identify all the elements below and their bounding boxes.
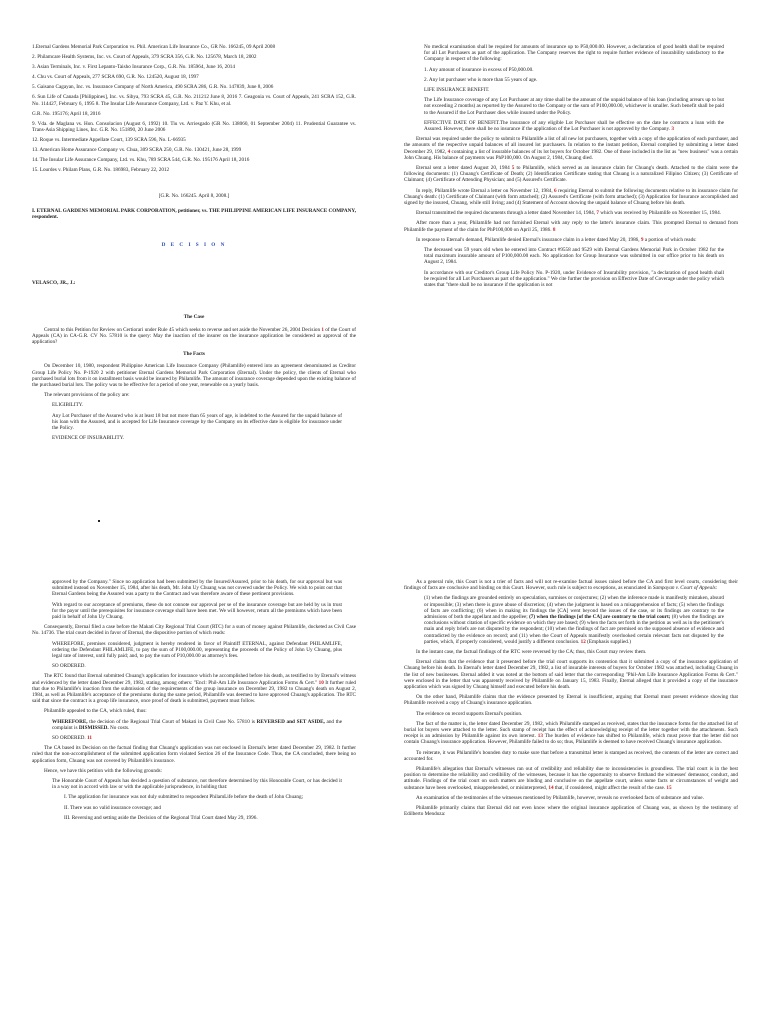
reference-item: 5. Gaisano Cagayan, Inc. vs. Insurance Company of North America, 490 SCRA 286, G.R. No. 147839, June 8, 2006 [32,84,274,91]
life-heading: LIFE INSURANCE BENEFIT. [424,87,490,94]
footnote-ref[interactable]: 11 [87,735,92,742]
ground-item: III. Reversing and setting aside the Decision of the Regional Trial Court dated May 29, 1996. [64,814,258,821]
text-run: the decision of the Regional Trial Court of Makati in Civil Case No. 57810 is [89,718,255,725]
body-paragraph: The evidence on record supports Eternal's position. [416,710,523,717]
text-run: Eternal was required under the policy to submit to Philamlife a list of all new lot purchasers, together with a copy of the application of each purchaser, and the amounts of the respective unpaid balances of all insured lot purchasers. In relation to the instant petition, Eternal complied by submitting a letter dated December 29, 1982, [404,136,738,155]
text-run: (7) when the findings [of the CA] are contrary to the trial court; [529,614,671,621]
reference-item: G.R. No. 195176; April 18, 2016 [32,110,101,117]
footnote-ref[interactable]: 3 [671,126,674,133]
body-paragraph: On the other hand, Philamlife claims that the evidence presented by Eternal is insufficient, arguing that Eternal must present evidence showing that Philamlife received a copy of Chuang's insurance application. [404,694,738,707]
footnote-ref[interactable]: 9 [640,236,644,243]
footnote-ref[interactable]: 8 [552,226,556,233]
body-paragraph [32,673,356,704]
quoted-letter: The deceased was 59 years old when he entered into Contract #9558 and 9529 with Eternal Gardens Memorial Park in October 1982 for the total maximum insurable amount of P100,000.00 each. No application for Group Insurance was submitted in our office prior to his death on August 2, 1984. [424,247,724,266]
text-run: Eternal transmitted the required documents through a letter dated November 14, 1984, [416,210,596,217]
text-run: to Philamlife, which served as an insurance claim for Chuang's death. Attached to the claim were the following documents: (1) Chuang's Certificate of Death; (2) Identification Certificate stating that Chuang is a naturalized Filipino Citizen; (3) Certificate of Claimant; (4) Certificate of Attending Physician; and (5) Assured's Certificate. [404,165,739,184]
facts-paragraph: The relevant provisions of the policy are: [44,392,130,399]
reference-item: 3. Asian Terminals, Inc. v. First Lepanto-Taisho Insurance Corp., G.R. No. 185964, June 16, 2014 [32,64,235,71]
text-run: of the Court of Appeals (CA) in CA-G.R. CV No. 57810 is the query: May the inaction of the insurer on the insurance application be considered as approval of the application? [32,326,357,345]
body-paragraph: Hence, we have this petition with the following grounds: [44,767,162,774]
facts-heading: The Facts [183,351,205,358]
page1-left-column [32,44,356,445]
text-run: After more than a year, Philamlife had not furnished Eternal with any reply to the latter's insurance claim. This prompted Eternal to demand from Philamlife the payment of the claim for PhP100,000 on April 25, 1986. [404,220,738,233]
reference-item: 12. Roque vs. Intermediate Appellate Court, 139 SCRA 596, No. L-66935 [32,136,186,143]
body-paragraph: In the instant case, the factual findings of the RTC were reversed by the CA; thus, this Court may review them. [416,649,647,656]
decision-heading: D E C I S I O N [161,241,227,248]
footnote-ref[interactable]: 14 [548,784,554,791]
reference-item: 15. Lourdes v. Philam Plans, G.R. No. 186983, February 22, 2012 [32,167,170,174]
text-run: EFFECTIVE DATE OF BENEFIT.The insurance of any eligible Lot Purchaser shall be effective on the date he contracts a loan with the Assured. However, there shall be no insurance if the application of the Lot Purchaser is not approved by the Company. [424,119,724,133]
text-run: which was received by Philamlife on November 15, 1984. [600,210,721,217]
document-page-2 [0,563,768,1024]
quoted-letter: approved by the Company." Since no application had been submitted by the Insured/Assured, prior to his death, for our approval but was submitted instead on November 15, 1984, after his death, Mr. John Uy Chuang was not covered under the Policy. We wish to point out that Eternal Gardens being the Assured was a party to the Contract and was therefore aware of these pertinent provisions. [52,579,342,598]
body-paragraph: The CA based its Decision on the factual finding that Chuang's application was not enclosed in Eternal's letter dated December 29, 1982. It further ruled that the non-accomplishment of the submitted application form violated Section 26 of the Insurance Code. Thus, the CA concluded, there being no application form, Chuang was not covered by Philamlife's insurance. [32,745,356,764]
text-run: WHEREFORE, [52,718,88,725]
ca-ruling [52,719,342,731]
text-run: In reply, Philamlife wrote Eternal a letter on November 12, 1984, [416,187,553,194]
text-run: DISMISSED. [78,724,109,731]
text-run: No costs. [109,724,130,731]
body-paragraph: Consequently, Eternal filed a case before the Makati City Regional Trial Court (RTC) for a sum of money against Philamlife, docketed as Civil Case No. 14736. The trial court decided in favor of Eternal, the dispositive portion of which reads: [32,624,356,637]
case-citation: Sampayan v. Court of Appeals: [652,585,718,592]
text-run: (8) when the findings are conclusions without citation of specific evidence on which they are based; (9) when the facts set forth in the petition as well as in the petitioner's main and reply briefs are not disputed by the respondent; (10) when the findings of fact are premised on the supposed absence of evidence and contradicted by the evidence on record; and (11) when the Court of Appeals manifestly overlooked certain relevant facts not disputed by the parties, which, if properly considered, would justify a different conclusion. [424,614,725,645]
text-run: (Emphasis supplied.) [587,638,631,645]
reference-item: 6. Sun Life of Canada [Philippines], Inc. vs. Sibya, 793 SCRA 45, G.R. No. 211212 June 8, 2016 7. Geagonia vs. Court of Appeals, 241 SCRA 152, G.R. No. 114427, February 6, 1995 8. The Insular Life Assurance Company, Ltd. v. Paz Y. Khu, et al. [32,94,356,107]
text-run: It further ruled that due to Philamlife's inaction from the submission of the requirements of the group insurance on December 29, 1982 to Chuang's death on August 2, 1984, as well as Philamlife's acceptance of the premiums during the same period, Philamlife was deemed to have approved Chuang's application. The RTC said that since the contract is a group life insurance, once proof of death is submitted, payment must follow. [32,679,357,705]
page1-right-column [404,44,738,292]
page2-left-column [32,579,356,825]
quoted-provision: No medical examination shall be required for amounts of insurance up to P50,000.00. However, a declaration of good health shall be required for all Lot Purchasers as part of the application. The Company reserves the right to require further evidence of insurability satisfactory to the Company in respect of the following: [424,44,724,63]
page-gap [0,522,768,563]
footnote-ref[interactable]: 7 [596,210,599,217]
footnote-ref[interactable]: 5 [511,165,515,172]
ground-item: I. The application for insurance was not duly submitted to respondent PhilamLife before the death of John Chuang; [64,794,304,801]
footnote-ref[interactable]: 1 [321,326,324,333]
text-run: As a general rule, this Court is not a trier of facts and will not re-examine factual issues raised before the CA and first level courts, considering their findings of facts are conclusive and binding on this Court. However, such rule is subject to exceptions, as enunciated in [404,579,738,592]
footnote-ref[interactable]: 4 [447,148,451,155]
footnote-ref[interactable]: 12 [580,638,586,645]
footnote-ref[interactable]: 15 [666,784,672,791]
body-paragraph: Eternal claims that the evidence that it presented before the trial court supports its contention that it submitted a copy of the insurance application of Chuang before his death. In Eternal's letter dated December 29, 1982, a list of insurable interests of buyers for October 1982 was attached, including Chuang in the list of new businesses. Eternal added it was noted at the bottom of said letter that the corresponding "Phil-Am Life Insurance Application Forms & Cert." were enclosed in the letter that was apparently received by Philamlife on January 15, 1983. Finally, Eternal alleged that it provided a copy of the insurance application which was signed by Chuang himself and executed before his death. [404,659,738,691]
text-run: In response to Eternal's demand, Philamlife denied Eternal's insurance claim in a letter dated May 20, 1986, [416,236,640,243]
case-paragraph [32,327,356,346]
text-run: The fact of the matter is, the letter dated December 29, 1982, which Philamlife stamped as received, states that the insurance forms for the attached list of burial lot buyers were attached to the letter. Such stamp of receipt has the effect of acknowledging receipt of the letter together with the attachments. Such receipt is an admission by Philamlife against its own interest. [404,720,738,740]
grounds-intro: The Honorable Court of Appeals has decided a question of substance, not therefore determined by this Honorable Court, or has decided it in a way not in accord with law or with the applicable jurisprudence, in holding that: [52,778,342,791]
quoted-letter: With regard to our acceptance of premiums, these do not connote our approval per se of the insurance coverage but are held by us in trust for the payor until the prerequisites for insurance coverage shall have been met. We will however, return all the premiums which have been paid in behalf of John Uy Chuang. [52,601,342,621]
text-run: containing a list of insurable balances of its lot buyers for October 1982. One of those included in the list as "new business" was a certain John Chuang. His balance of payments was PhP100,000. On August 2, 1984, Chuang died. [404,148,739,161]
eligibility-heading: ELIGIBILITY. [52,402,84,409]
reference-item: 9. Vda. de Maglana vs. Hon. Consolacion (August 6, 1992) 10. Tiu vs. Arriesgado (GR No. 138060, 01 September 2004) 11. Prudential Guarantee vs. Trans-Asia Shipping Lines, Inc. G.R. No. 151890, 20 June 2006 [32,120,356,133]
quoted-provision: 2. Any lot purchaser who is more than 55 years of age. [424,76,538,83]
so-ordered: SO ORDERED. [52,663,86,670]
body-paragraph: Philamlife appealed to the CA, which ruled, thus: [44,708,147,715]
text-run: that, if considered, might affect the result of the case. [554,784,666,791]
text-run: (1) when the findings are grounded entirely on speculation, surmises or conjectures; (2) when the inference made is manifestly mistaken, absurd or impossible; (3) when there is grave abuse of discretion; (4) when the judgment is based on a misapprehension of facts; (5) when the findings of facts are conflicting; (6) when in making its findings the [CA] went beyond the issues of the case, or its findings are contrary to the admissions of both the appellant and the appellee; [424,595,724,621]
quoted-provision: 1. Any amount of insurance in excess of P50,000.00. [424,66,534,73]
text-run: SO ORDERED. [52,735,86,742]
reference-item: 14. The Insular Life Assurance Company, Ltd. vs. Khu, 789 SCRA 544, G.R. No. 195176 April 18, 2016 [32,157,250,164]
body-paragraph: To reiterate, it was Philamlife's bounden duty to make sure that before a transmittal letter is stamped as received, the contents of the letter are correct and accounted for. [404,749,738,762]
text-run: and the complaint is [52,718,343,731]
text-run: requiring Eternal to submit the following documents relative to its insurance claim for Chuang's death: (1) Certificate of Claimant (with form attached); (2) Assured's Certificate (with form attached); (3) Application for Insurance accomplished and signed by the insured, Chuang, while still living; and (4) Statement of Account showing the unpaid balance of Chuang before his death. [404,187,739,207]
so-ordered [52,735,342,741]
quoted-letter: In accordance with our Creditor's Group Life Policy No. P-1920, under Evidence of Insurability provision, "a declaration of good health shall be required for all Lot Purchasers as part of the application." We cite further the provision on Effective Date of Coverage under the policy which states that "there shall be no insurance if the application is not [424,269,724,289]
body-paragraph [404,136,738,161]
reference-item: 2. Philamcare Health Systems, Inc. vs. Court of Appeals, 379 SCRA 356, G.R. No. 125678, March 18, 2002 [32,54,257,61]
exceptions-quote [424,595,724,645]
text-run: Eternal sent a letter dated August 20, 1984 [416,165,510,172]
text-run: The burden of evidence has shifted to Philamlife, which must prove that the letter did not contain Chuang's insurance application. However, Philamlife failed to do so; thus, Philamlife is deemed to have received Chuang's insurance application. [404,733,739,746]
footnote-ref[interactable]: 13 [537,733,543,740]
body-paragraph [404,210,738,216]
text-run: The RTC found that Eternal submitted Chuang's application for insurance which he accomplished before his death, as testified to by Eternal's witness and evidenced by the letter dated December 29, 1982, stating, among others: "Encl: Phil-Am Life Insurance Application Forms & Cert." [32,673,356,686]
footnote-ref[interactable]: 6 [554,187,557,194]
reference-item: 13. American Home Assurance Company vs. Chua, 309 SCRA 250, G.R. No. 130421, June 28, 1999 [32,147,242,154]
body-paragraph [404,766,738,791]
body-paragraph [404,220,738,232]
quoted-provision: The Life Insurance coverage of any Lot Purchaser at any time shall be the amount of the unpaid balance of his loan (including arrears up to but not exceeding 2 months) as reported by the Assured to the Company or the sum of P100,000.00, whichever is smaller. Such benefit shall be paid to the Assured if the Lot Purchaser dies while insured under the Policy. [424,97,724,116]
body-paragraph [404,165,738,184]
body-paragraph [404,721,738,746]
footnote-ref[interactable]: 10 [318,679,324,686]
reference-item: 4. Chu vs. Court of Appeals, 277 SCRA 690, G.R. No. 124520, August 18, 1997 [32,74,199,81]
body-paragraph: An examination of the testimonies of the witnesses mentioned by Philamlife, however, reveals no overlooked facts of substance and value. [416,794,704,801]
case-heading: The Case [183,314,205,321]
dispositive-portion: WHEREFORE, premises considered, judgment is hereby rendered in favor of Plaintiff ETERNAL, against Defendant PHILAMLIFE, ordering the Defendant PHILAMLIFE, to pay the sum of P100,000.00, representing the proceeds of the Policy of John Uy Chuang, plus legal rate of interest, until fully paid; and, to pay the sum of P10,000.00 as attorney's fees. [52,640,342,660]
reference-list [32,44,356,173]
body-paragraph [404,237,738,243]
case-caption: I. ETERNAL GARDENS MEMORIAL PARK CORPORATION, petitioner, vs. THE PHILIPPINE AMERICAN LIFE INSURANCE COMPANY, respondent. [32,207,356,220]
text-run: REVERSED and SET ASIDE, [256,718,325,725]
body-paragraph: Philamlife primarily claims that Eternal did not even know where the original insurance application of Chuang was, as shown by the testimony of Edilberto Mendoza: [404,805,738,818]
page2-right-column [404,579,738,822]
quoted-provision [424,120,724,132]
ground-item: II. There was no valid insurance coverage; and [64,804,161,811]
evidence-heading: EVIDENCE OF INSURABILITY. [52,435,125,442]
facts-paragraph: On December 10, 1980, respondent Philippine American Life Insurance Company (Philamlife) entered into an agreement denominated as Creditor Group Life Policy No. P-1920 2 with petitioner Eternal Gardens Memorial Park Corporation (Eternal). Under the policy, the clients of Eternal who purchased burial lots from it on installment basis would be insured by Philamlife. The amount of insurance coverage depended upon the existing balance of the purchased burial lots. The policy was to be effective for a period of one year, renewable on a yearly basis. [32,363,356,388]
text-run: Philamlife's allegation that Eternal's witnesses ran out of credibility and reliability due to inconsistencies is groundless. The trial court is in the best position to determine the reliability and credibility of the witnesses, because it has the opportunity to observe firsthand the witnesses' demeanor, conduct, and attitude. Findings of the trial court on such matters are binding and conclusive on the appellate court, unless some facts or circumstances of weight and substance have been overlooked, misapprehended, or misinterpreted, [404,766,738,791]
body-paragraph [404,188,738,207]
gr-number: [G.R. No. 166245. April 8, 2008.] [158,193,230,200]
reference-item: 1.Eternal Gardens Memorial Park Corporation vs. Phil. American Life Insurance Co., GR No. 166245, 09 April 2008 [32,44,276,50]
text-run: Central to this Petition for Review on Certiorari under Rule 45 which seeks to reverse and set aside the November 26, 2004 Decision [44,326,321,333]
eligibility-text: Any Lot Purchaser of the Assured who is at least 18 but not more than 65 years of age, is indebted to the Assured for the unpaid balance of his loan with the Assured, and is accepted for Life Insurance coverage by the Company on its effective date is eligible for insurance under the Policy. [52,412,342,431]
text-run: a portion of which reads: [644,236,697,243]
body-paragraph [404,579,738,591]
ponente: VELASCO, JR., J.: [32,280,76,287]
